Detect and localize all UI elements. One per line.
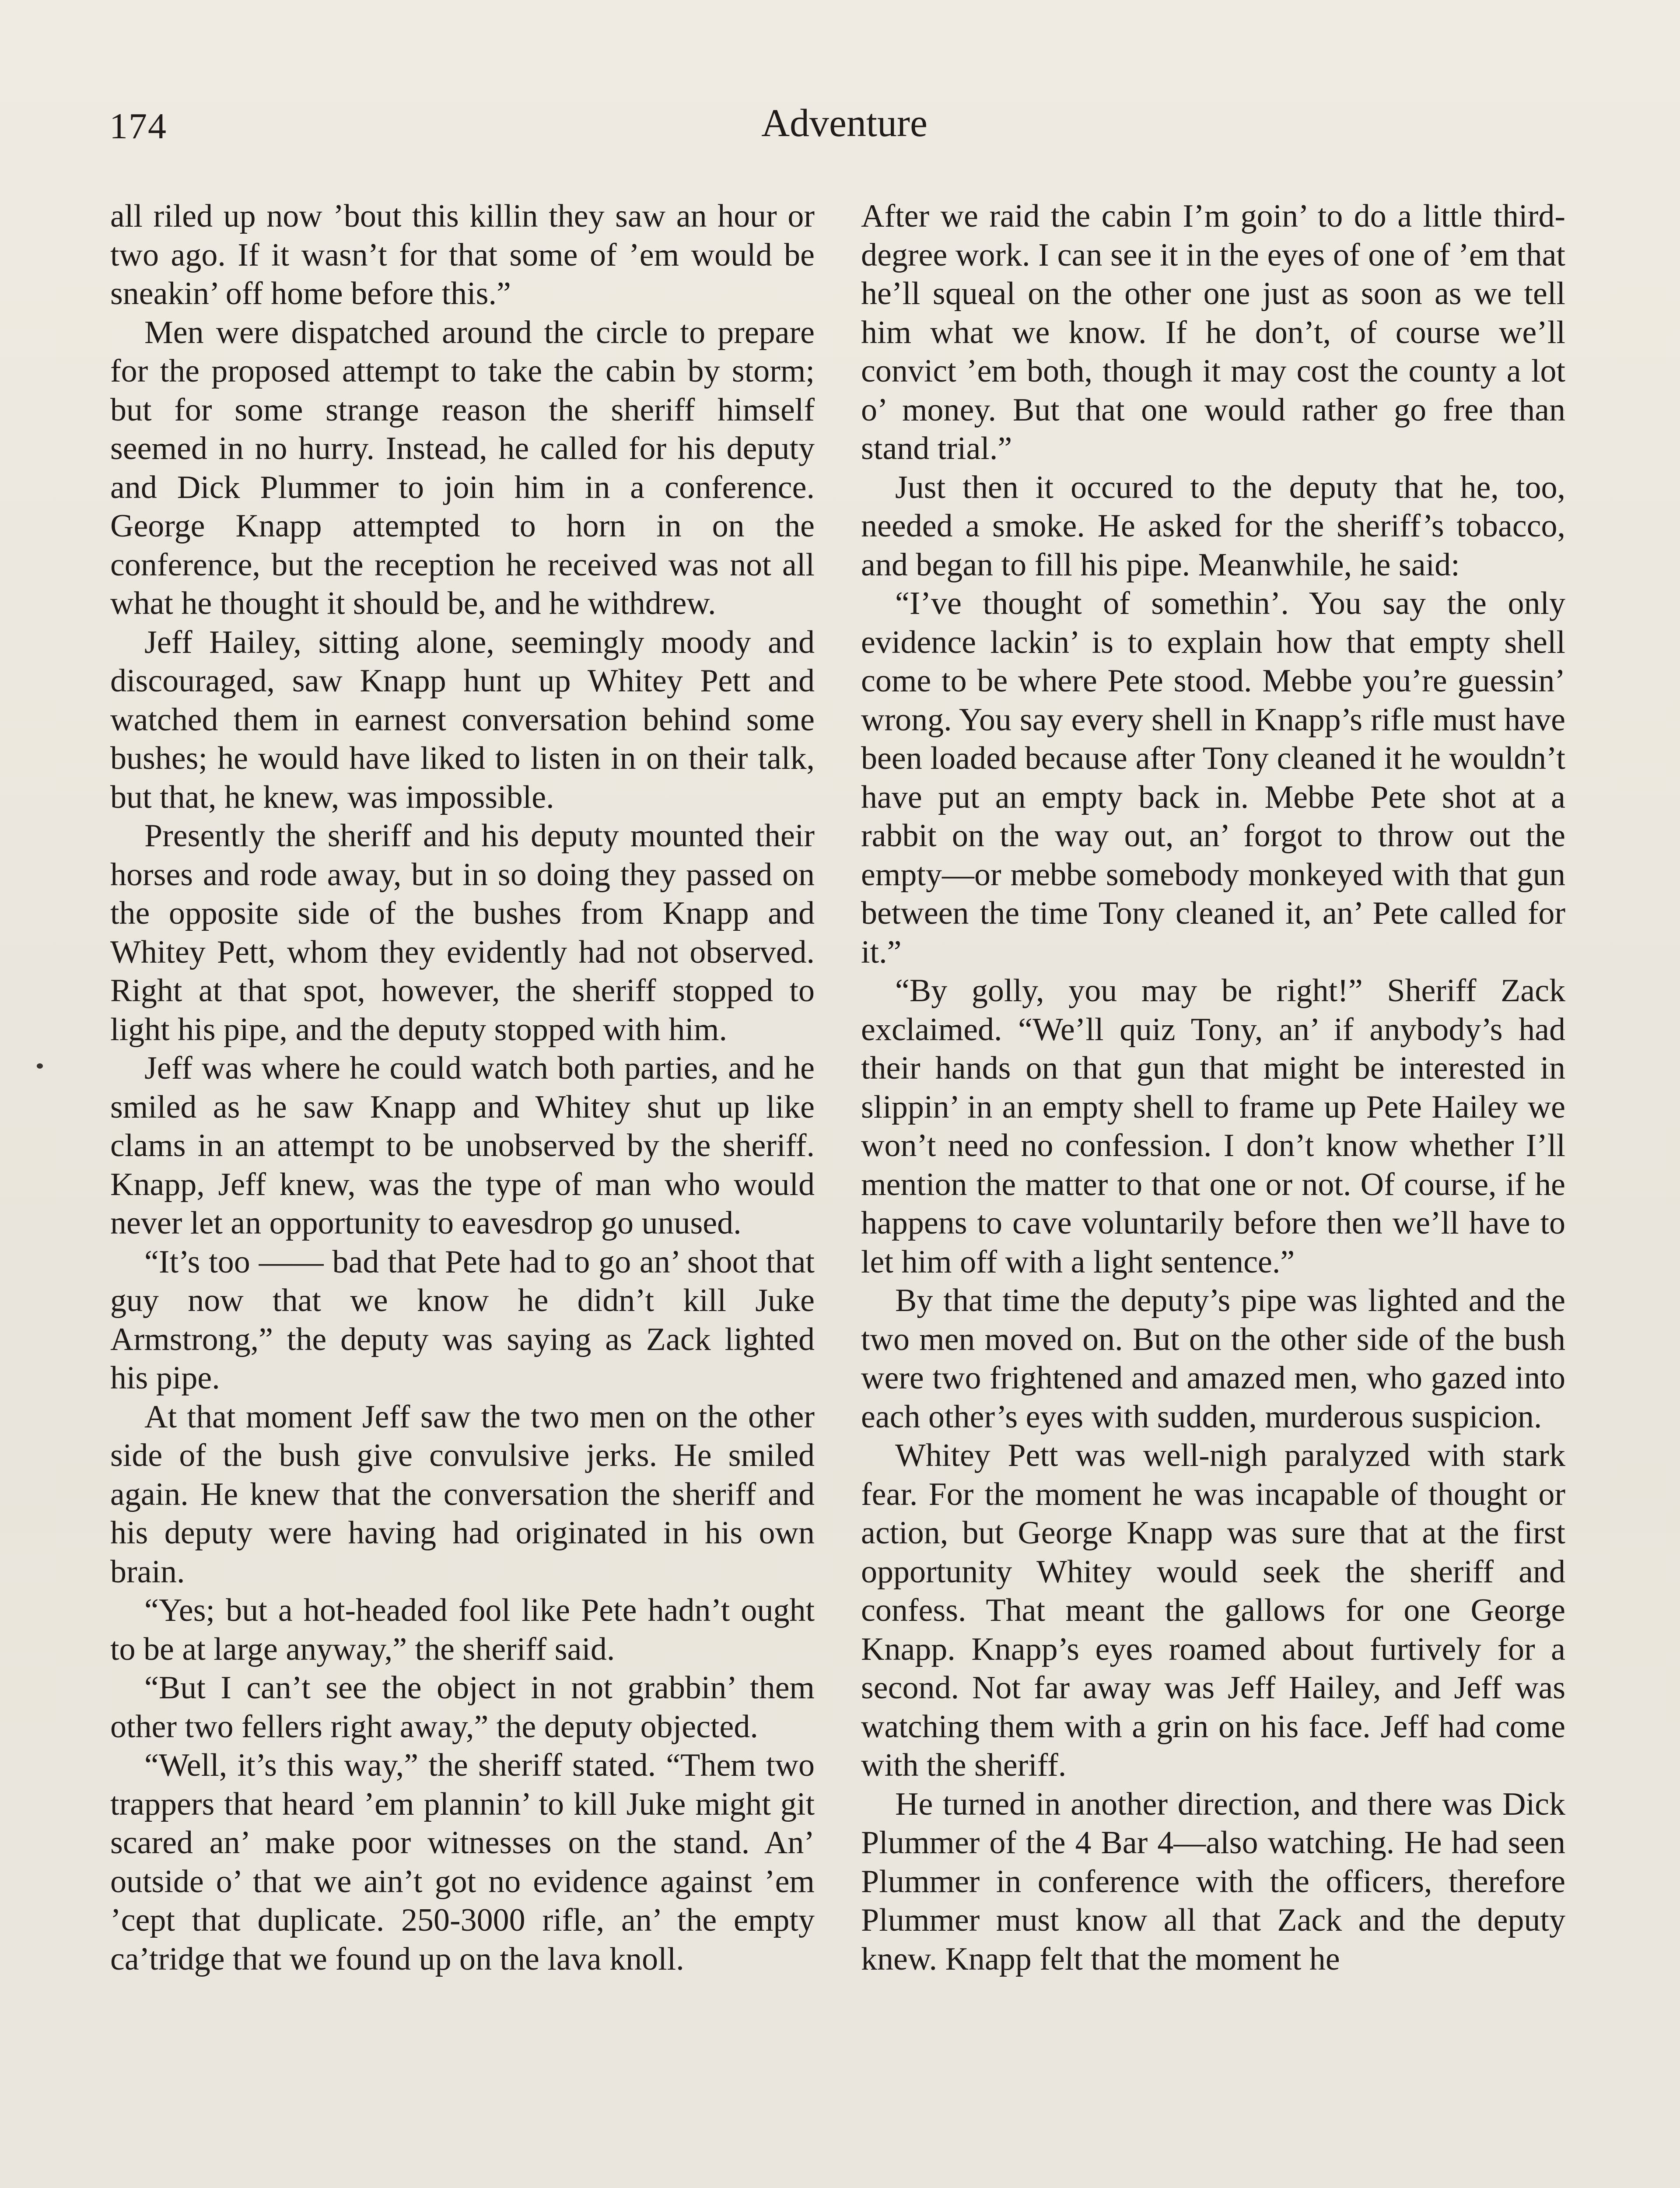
paragraph: Men were dispatched around the circle to prepare for the proposed attempt to take the cabin by storm; but for some strange reason the sheriff himself seemed in no hurry. Instead, he called for his deputy and Dick Plummer to join him in a conference. George Knapp attempted to horn in on the conference, but the reception he received was not all what he thought it should be, and he withdrew. <box>110 314 815 621</box>
paragraph: Presently the sheriff and his deputy mounted their horses and rode away, but in so doing they passed on the opposite side of the bushes from Knapp and Whitey Pett, whom they evidently had not observed. Right at that spot, however, the sheriff stopped to light his pipe, and the deputy stopped with him. <box>110 818 815 1048</box>
left-column <box>110 197 815 1978</box>
paragraph: “Yes; but a hot-headed fool like Pete hadn’t ought to be at large anyway,” the sheriff said. <box>110 1592 815 1667</box>
right-column <box>861 197 1565 1978</box>
page-number: 174 <box>109 106 167 147</box>
paragraph: “It’s too —— bad that Pete had to go an’ shoot that guy now that we know he didn’t kill Juke Armstrong,” the deputy was saying as Zack lighted his pipe. <box>110 1244 815 1396</box>
print-speck <box>37 1063 43 1069</box>
paragraph: “But I can’t see the object in not grabbin’ them other two fellers right away,” the deputy objected. <box>110 1670 815 1745</box>
paragraph: After we raid the cabin I’m goin’ to do a little third-degree work. I can see it in the eyes of one of ’em that he’ll squeal on the other one just as soon as we tell him what we know. If he don’t, of course we’ll convict ’em both, though it may cost the county a lot o’ money. But that one would rather go free than stand trial.” <box>861 198 1565 466</box>
paragraph: At that moment Jeff saw the two men on the other side of the bush give convulsive jerks. He smiled again. He knew that the conversation the sheriff and his deputy were having had originated in his own brain. <box>110 1399 815 1590</box>
paragraph: Jeff Hailey, sitting alone, seemingly moody and discouraged, saw Knapp hunt up Whitey Pett and watched them in earnest conversation behind some bushes; he would have liked to listen in on their talk, but that, he knew, was impossible. <box>110 624 815 815</box>
paragraph: all riled up now ’bout this killin they saw an hour or two ago. If it wasn’t for that some of ’em would be sneakin’ off home before this.” <box>110 198 815 312</box>
paragraph: Whitey Pett was well-nigh paralyzed with stark fear. For the moment he was incapable of thought or action, but George Knapp was sure that at the first opportunity Whitey would seek the sheriff and confess. That meant the gallows for one George Knapp. Knapp’s eyes roamed about furtively for a second. Not far away was Jeff Hailey, and Jeff was watching them with a grin on his face. Jeff had come with the sheriff. <box>861 1438 1565 1783</box>
paragraph: Jeff was where he could watch both parties, and he smiled as he saw Knapp and Whitey shut up like clams in an attempt to be unobserved by the sheriff. Knapp, Jeff knew, was the type of man who would never let an opportunity to eavesdrop go unused. <box>110 1050 815 1241</box>
paragraph: “I’ve thought of somethin’. You say the only evidence lackin’ is to explain how that empty shell come to be where Pete stood. Mebbe you’re guessin’ wrong. You say every shell in Knapp’s rifle must have been loaded because after Tony cleaned it he wouldn’t have put an empty back in. Mebbe Pete shot at a rabbit on the way out, an’ forgot to throw out the empty—or mebbe somebody monkeyed with that gun between the time Tony cleaned it, an’ Pete called for it.” <box>861 586 1565 970</box>
paragraph: Just then it occured to the deputy that he, too, needed a smoke. He asked for the sheriff’s tobacco, and began to fill his pipe. Meanwhile, he said: <box>861 469 1565 583</box>
paragraph: He turned in another direction, and there was Dick Plummer of the 4 Bar 4—also watching. He had seen Plummer in conference with the officers, therefore Plummer must know all that Zack and the deputy knew. Knapp felt that the moment he <box>861 1786 1565 1977</box>
paragraph: By that time the deputy’s pipe was lighted and the two men moved on. But on the other side of the bush were two frightened and amazed men, who gazed into each other’s eyes with sudden, murderous suspicion. <box>861 1283 1565 1435</box>
paragraph: “Well, it’s this way,” the sheriff stated. “Them two trappers that heard ’em plannin’ to kill Juke might git scared an’ make poor witnesses on the stand. An’ outside o’ that we ain’t got no evidence against ’em ’cept that duplicate. 250-3000 rifle, an’ the empty ca’tridge that we found up on the lava knoll. <box>110 1747 815 1977</box>
running-title: Adventure <box>761 102 928 145</box>
paragraph: “By golly, you may be right!” Sheriff Zack exclaimed. “We’ll quiz Tony, an’ if anybody’s had their hands on that gun that might be interested in slippin’ in an empty shell to frame up Pete Hailey we won’t need no confession. I don’t know whether I’ll mention the matter to that one or not. Of course, if he happens to cave voluntarily before then we’ll have to let him off with a light sentence.” <box>861 973 1565 1280</box>
page-header <box>109 101 1579 166</box>
